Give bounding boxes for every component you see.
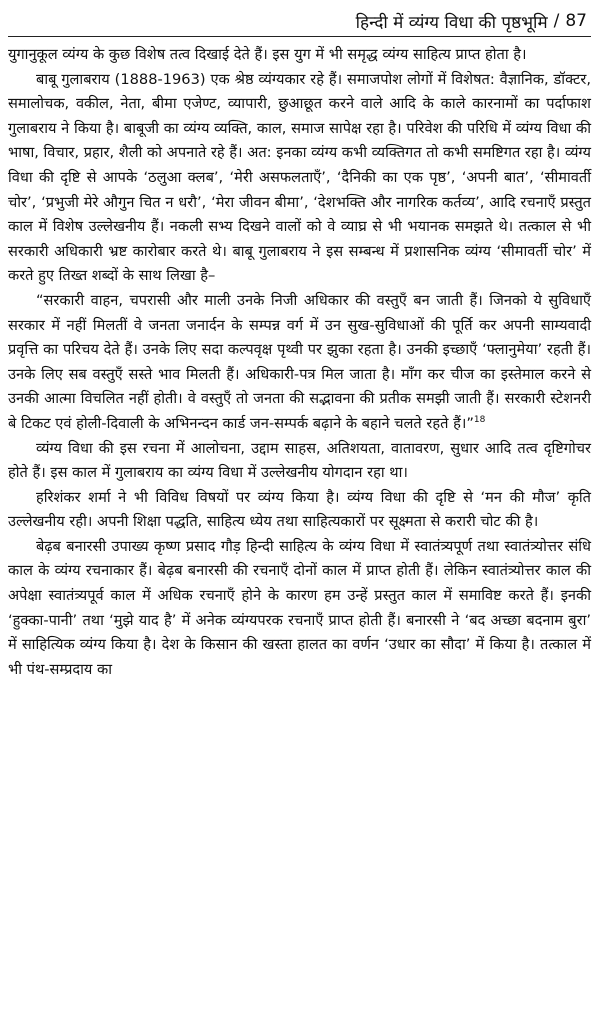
paragraph-5: हरिशंकर शर्मा ने भी विविध विषयों पर व्यंग्य किया है। व्यंग्य विधा की दृष्टि से ‘मन की मौज’ कृति उल्लेखनीय रही। अपनी शिक्षा पद्धति, साहित्य ध्येय तथा साहित्यकारों पर सूक्ष्मता से करारी चोट की है। [8,488,591,531]
footnote-reference: 18 [473,415,486,426]
paragraph-1: युगानुकूल व्यंग्य के कुछ विशेष तत्व दिखाई देते हैं। इस युग में भी समृद्ध व्यंग्य साहित्य प्राप्त होता है। [8,46,527,63]
page-number: 87 [565,11,587,31]
paragraph-4: व्यंग्य विधा की इस रचना में आलोचना, उद्दाम साहस, अतिशयता, वातावरण, सुधार आदि तत्व दृष्टिगोचर होते हैं। इस काल में गुलाबराय का व्यंग्य विधा में उल्लेखनीय योगदान रहा था। [8,439,591,482]
quotation-text: “सरकारी वाहन, चपरासी और माली उनके निजी अधिकार की वस्तुएँ बन जाती हैं। जिनको ये सुविधाएँ सरकार में नहीं मिलतीं वे जनता जनार्दन के सम्पन्न वर्ग में उन सुख-सुविधाओं की पूर्ति कर अपनी साम्यवादी प्रवृत्ति का परिचय देते हैं। उनके लिए सदा कल्पवृक्ष पृथ्वी पर झुका रहता है। उनकी इच्छाएँ ‘फ्लानुमेया’ रहती हैं। उनके लिए सब वस्तुएँ सस्ते भाव मिलती हैं। अधिकारी-पत्र मिल जाता है। माँग कर चीज का इस्तेमाल करने से उनकी आत्मा विचलित नहीं होती। वे वस्तुएँ तो जनता की सद्भावना की प्रतीक समझी जाती हैं। सरकारी स्टेशनरी बे टिकट एवं होली-दिवाली के अभिनन्दन कार्ड जन-सम्पर्क बढ़ाने के बहाने चलते रहते हैं।” [8,291,591,432]
running-header [8,6,591,37]
header-separator: / [553,11,560,31]
running-header-title: हिन्दी में व्यंग्य विधा की पृष्ठभूमि [355,12,548,33]
body-text [8,43,591,682]
paragraph-6: बेढ़ब बनारसी उपाख्य कृष्ण प्रसाद गौड़ हिन्दी साहित्य के व्यंग्य विधा में स्वातंत्र्यपूर्ण तथा स्वातंत्र्योत्तर संधि काल के व्यंग्य रचनाकार हैं। बेढ़ब बनारसी की रचनाएँ दोनों काल में प्राप्त होती हैं। लेकिन स्वातंत्र्योत्तर काल की अपेक्षा स्वातंत्र्यपूर्व काल में अधिक रचनाएँ होने के कारण हम उन्हें प्रस्तुत काल में समाविष्ट करते हैं। इनकी ‘हुक्का-पानी’ तथा ‘मुझे याद है’ में अनेक व्यंग्यपरक रचनाएँ प्राप्त होती हैं। बनारसी ने ‘बद अच्छा बदनाम बुरा’ में साहित्यिक व्यंग्य किया है। देश के किसान की खस्ता हालत का वर्णन ‘उधार का सौदा’ में किया है। तत्काल में भी पंथ-सम्प्रदाय का [8,537,591,678]
paragraph-2: बाबू गुलाबराय (1888-1963) एक श्रेष्ठ व्यंग्यकार रहे हैं। समाजपोश लोगों में विशेषत: वैज्ञानिक, डॉक्टर, समालोचक, वकील, नेता, बीमा एजेण्ट, व्यापारी, छुआछूत करने वाले आदि के काले कारनामों का पर्दाफाश गुलाबराय ने किया है। बाबूजी का व्यंग्य व्यक्ति, काल, समाज सापेक्ष रहा है। परिवेश की परिधि में व्यंग्य विधा की भाषा, विचार, प्रहार, शैली को अपनाते रहे हैं। अत: इनका व्यंग्य कभी व्यक्तिगत तो कभी समष्टिगत रहा है। व्यंग्य विधा की दृष्टि से आपके ‘ठलुआ क्लब’, ‘मेरी असफलताएँ’, ‘दैनिकी का एक पृष्ठ’, ‘अपनी बात’, ‘सीमावर्ती चोर’, ‘प्रभुजी मेरे औगुन चित न धरौ’, ‘मेरा जीवन बीमा’, ‘देशभक्ति और नागरिक कर्तव्य’, आदि रचनाएँ प्रस्तुत काल में विशेष उल्लेखनीय हैं। नकली सभ्य दिखने वालों को वे व्याघ्र से भी भयानक समझते थे। तत्काल से भी सरकारी अधिकारी भ्रष्ट कारोबार करते थे। बाबू गुलाबराय ने इस सम्बन्ध में प्रशासनिक व्यंग्य ‘सीमावर्ती चोर’ में करते हुए तिख्त शब्दों के साथ लिखा है– [8,70,591,285]
quotation [8,289,591,437]
